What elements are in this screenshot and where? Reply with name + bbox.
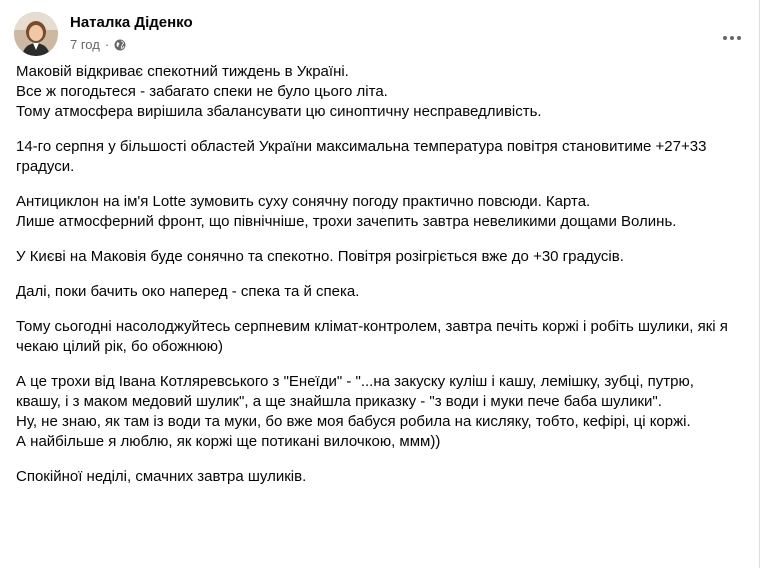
post-paragraph: Антициклон на ім'я Lotte зумовить суху сонячну погоду практично повсюди. Карта. Лише атмосферний фронт, що північніше, трохи зачепить завтра невеликими дощами Волинь. [16, 193, 677, 230]
post-meta [70, 37, 126, 52]
post-body [16, 62, 736, 502]
post-paragraph: Тому сьогодні насолоджуйтесь серпневим клімат-контролем, завтра печіть коржі і робіть шулики, які я чекаю цілий рік, бо обожнюю) [16, 318, 728, 355]
globe-icon[interactable] [114, 39, 126, 51]
post-paragraph: 14-го серпня у більшості областей України максимальна температура повітря становитиме +27+33 градуси. [16, 138, 707, 175]
avatar[interactable] [14, 12, 58, 56]
post-time[interactable]: 7 год [70, 37, 100, 52]
author-name[interactable]: Наталка Діденко [70, 14, 193, 31]
more-options-icon[interactable] [714, 20, 750, 56]
post-header [14, 12, 754, 58]
post-paragraph: Маковій відкриває спекотний тиждень в Україні. Все ж погодьтеся - забагато спеки не було цього літа. Тому атмосфера вирішила збалансувати цю синоптичну несправедливість. [16, 63, 542, 120]
post-paragraph: У Києві на Маковія буде сонячно та спекотно. Повітря розігріється вже до +30 градусів. [16, 248, 624, 265]
post-paragraph: Далі, поки бачить око наперед - спека та й спека. [16, 283, 360, 300]
post-paragraph: Спокійної неділі, смачних завтра шуликів. [16, 468, 307, 485]
panel-border [759, 0, 760, 568]
post-paragraph: А це трохи від Івана Котляревського з "Енеїди" - "...на закуску куліш і кашу, лемішку, зубці, путрю, квашу, і з маком медовий шулик", а ще знайшла приказку - "з води і муки пече баба шулики". Ну, не знаю, як там із води та муки, бо вже моя бабуся робила на кисляку, тобто, кефірі, ці коржі. А найбільше я люблю, як коржі ще потикані вилочкою, ммм)) [16, 373, 694, 450]
meta-separator: · [104, 37, 110, 52]
